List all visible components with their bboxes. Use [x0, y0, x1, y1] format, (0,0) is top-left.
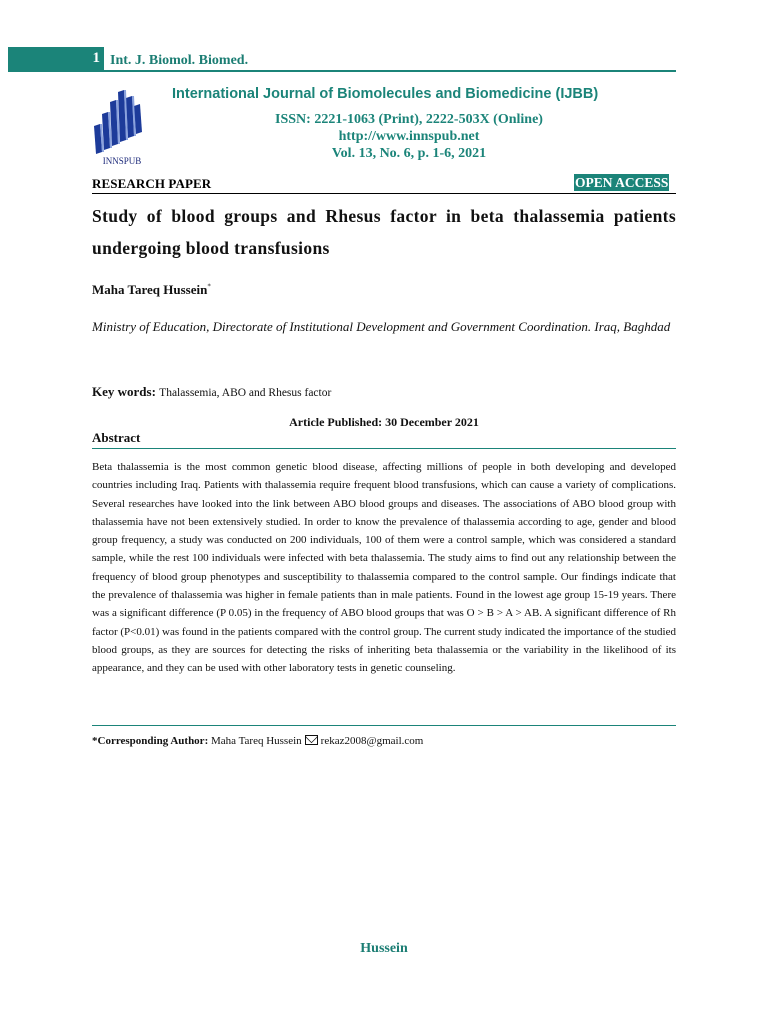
header-divider [104, 70, 676, 72]
footer-author: Hussein [360, 941, 408, 956]
book-stack-logo-icon [92, 86, 148, 156]
open-access-badge: OPEN ACCESS [575, 175, 669, 190]
author [92, 282, 211, 298]
envelope-icon [305, 735, 318, 745]
keywords [92, 384, 331, 400]
abstract-text: Beta thalassemia is the most common genetic blood disease, affecting millions of people in both developing and developed countries including Iraq. Patients with thalassemia require frequent blood transfusions, which can cause a variety of complications. Several researches have looked into the link between ABO blood groups and diseases. The associations of ABO blood group with thalassemia have not been extensively studied. In order to know the prevalence of thalassemia according to age, gender and blood group frequency, a study was conducted on 200 individuals, 100 of them were a control sample, which was considered a standard sample, while the rest 100 individuals were infected with beta thalassemia. The study aims to find out any relationship between the frequency of blood group phenotypes and susceptibility to thalassemia compared to the control sample. Our findings indicate that the prevalence of thalassemia was higher in female patients than in male patients. Found in the lowest age group 15-19 years. There was a significant difference (P 0.05) in the frequency of ABO blood groups that was O > B > A > AB. A significant difference of Rh factor (P<0.01) was found in the patients compared with the control group. The current study indicated the importance of the studied blood groups, as they are sources for detecting the risks of inheriting beta thalassemia or the variability in the likelihood of its appearance, and they can be used with other laboratory tests in genetic counseling. [92, 461, 676, 675]
abstract-top-divider [92, 448, 676, 449]
journal-url[interactable]: http://www.innspub.net [338, 129, 480, 144]
corresponding-name: Maha Tareq Hussein [210, 735, 302, 747]
keywords-value: Thalassemia, ABO and Rhesus factor [159, 387, 332, 399]
corresponding-email[interactable]: rekaz2008@gmail.com [320, 735, 424, 747]
corresponding-author [92, 735, 423, 747]
running-head: Int. J. Biomol. Biomed. [110, 53, 249, 68]
abstract-bottom-divider [92, 725, 676, 726]
logo-text: INNSPUB [102, 156, 142, 166]
article-type-divider [92, 193, 676, 194]
abstract-heading: Abstract [92, 430, 141, 445]
author-name: Maha Tareq Hussein [92, 282, 208, 297]
published-date: Article Published: 30 December 2021 [289, 415, 479, 429]
author-mark: * [207, 282, 211, 291]
keywords-label: Key words: [92, 384, 156, 399]
corresponding-label: *Corresponding Author: [92, 735, 209, 747]
page-number: 1 [92, 50, 100, 66]
article-title: Study of blood groups and Rhesus factor in beta thalassemia patients undergoing blood transfusions [92, 206, 676, 258]
article-type: RESEARCH PAPER [92, 176, 212, 191]
journal-volume: Vol. 13, No. 6, p. 1-6, 2021 [331, 146, 487, 161]
journal-issn: ISSN: 2221-1063 (Print), 2222-503X (Online) [275, 112, 543, 127]
affiliation: Ministry of Education, Directorate of Institutional Development and Government Coordination. Iraq, Baghdad [92, 319, 671, 334]
journal-name: International Journal of Biomolecules and Biomedicine (IJBB) [172, 86, 599, 102]
